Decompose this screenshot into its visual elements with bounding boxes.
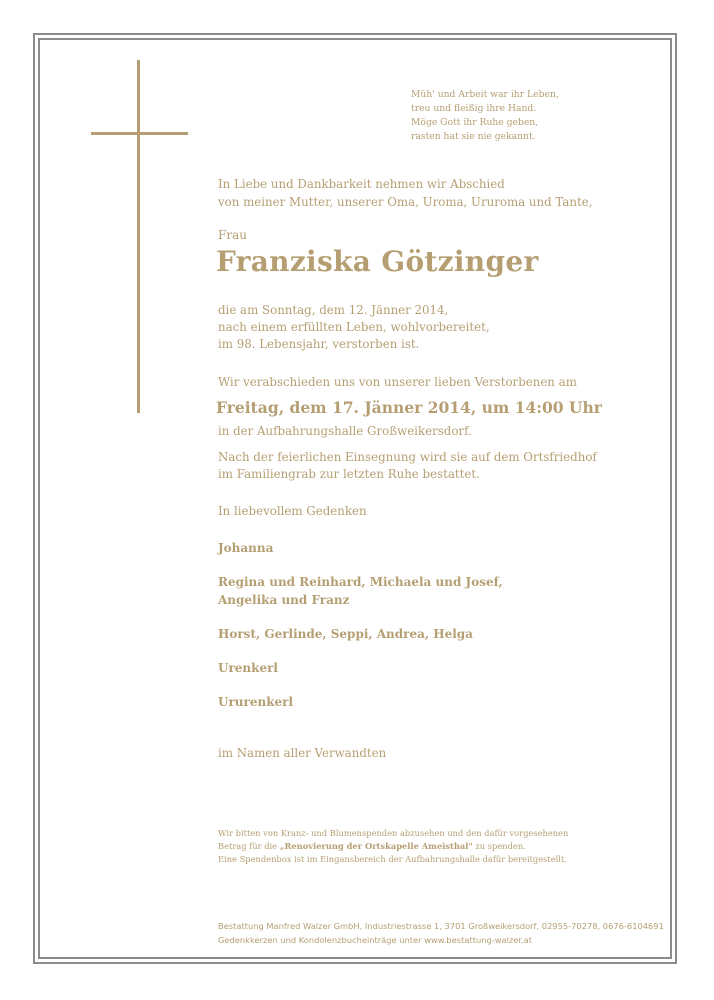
donation-text: zu spenden. bbox=[472, 841, 526, 851]
burial-line: im Familiengrab zur letzten Ruhe bestattet. bbox=[218, 467, 480, 481]
mourner-group bbox=[218, 573, 503, 609]
funeral-place: in der Aufbahrungshalle Großweikersdorf. bbox=[218, 424, 472, 438]
motto-line: Müh' und Arbeit war ihr Leben, bbox=[411, 89, 559, 100]
donation-note bbox=[218, 827, 568, 866]
motto-line: rasten hat sie nie gekannt. bbox=[411, 131, 536, 142]
mourner-line: Angelika und Franz bbox=[218, 593, 350, 607]
mourner-line: Regina und Reinhard, Michaela und Josef, bbox=[218, 575, 503, 589]
motto-line: Möge Gott ihr Ruhe geben, bbox=[411, 117, 539, 128]
mourner-line: Ururenkerl bbox=[218, 695, 294, 709]
mourners-list bbox=[218, 539, 503, 727]
footer-info bbox=[218, 919, 664, 947]
burial-text bbox=[218, 449, 597, 483]
death-line: im 98. Lebensjahr, verstorben ist. bbox=[218, 337, 420, 351]
donation-line: Eine Spendenbox ist im Eingansbereich der Aufbahrungshalle dafür bereitgestellt. bbox=[218, 854, 567, 864]
intro-line: von meiner Mutter, unserer Oma, Uroma, Ururoma und Tante, bbox=[218, 195, 593, 209]
motto-poem bbox=[411, 88, 559, 144]
burial-line: Nach der feierlichen Einsegnung wird sie auf dem Ortsfriedhof bbox=[218, 450, 597, 464]
deceased-name: Franziska Götzinger bbox=[216, 245, 539, 278]
cross-icon-crossbar bbox=[91, 132, 188, 135]
memory-text: In liebevollem Gedenken bbox=[218, 504, 367, 518]
mourner-group bbox=[218, 625, 503, 643]
death-line: die am Sonntag, dem 12. Jänner 2014, bbox=[218, 303, 449, 317]
mourner-group bbox=[218, 693, 503, 711]
footer-line: Bestattung Manfred Walzer GmbH, Industriestrasse 1, 3701 Großweikersdorf, 02955-70278, 0676-6104691 bbox=[218, 921, 664, 931]
farewell-text: Wir verabschieden uns von unserer lieben Verstorbenen am bbox=[218, 375, 577, 389]
cross-icon bbox=[137, 60, 140, 413]
funeral-date: Freitag, dem 17. Jänner 2014, um 14:00 Uhr bbox=[216, 398, 602, 417]
donation-text: Betrag für die bbox=[218, 841, 280, 851]
death-notice bbox=[218, 302, 490, 353]
relatives-text: im Namen aller Verwandten bbox=[218, 746, 387, 760]
death-line: nach einem erfüllten Leben, wohlvorbereitet, bbox=[218, 320, 490, 334]
mourner-line: Urenkerl bbox=[218, 661, 278, 675]
salutation: Frau bbox=[218, 228, 247, 242]
mourner-group bbox=[218, 659, 503, 677]
mourner-line: Horst, Gerlinde, Seppi, Andrea, Helga bbox=[218, 627, 473, 641]
donation-line bbox=[218, 840, 568, 853]
intro-text bbox=[218, 175, 592, 211]
mourner-group bbox=[218, 539, 503, 557]
intro-line: In Liebe und Dankbarkeit nehmen wir Abschied bbox=[218, 177, 505, 191]
motto-line: treu und fleißig ihre Hand. bbox=[411, 103, 537, 114]
donation-line: Wir bitten von Kranz- und Blumenspenden abzusehen und den dafür vorgesehenen bbox=[218, 828, 569, 838]
mourner-line: Johanna bbox=[218, 541, 274, 555]
footer-line: Gedenkkerzen und Kondolenzbucheinträge unter www.bestattung-walzer.at bbox=[218, 935, 532, 945]
donation-cause: „Renovierung der Ortskapelle Ameisthal" bbox=[279, 841, 473, 851]
